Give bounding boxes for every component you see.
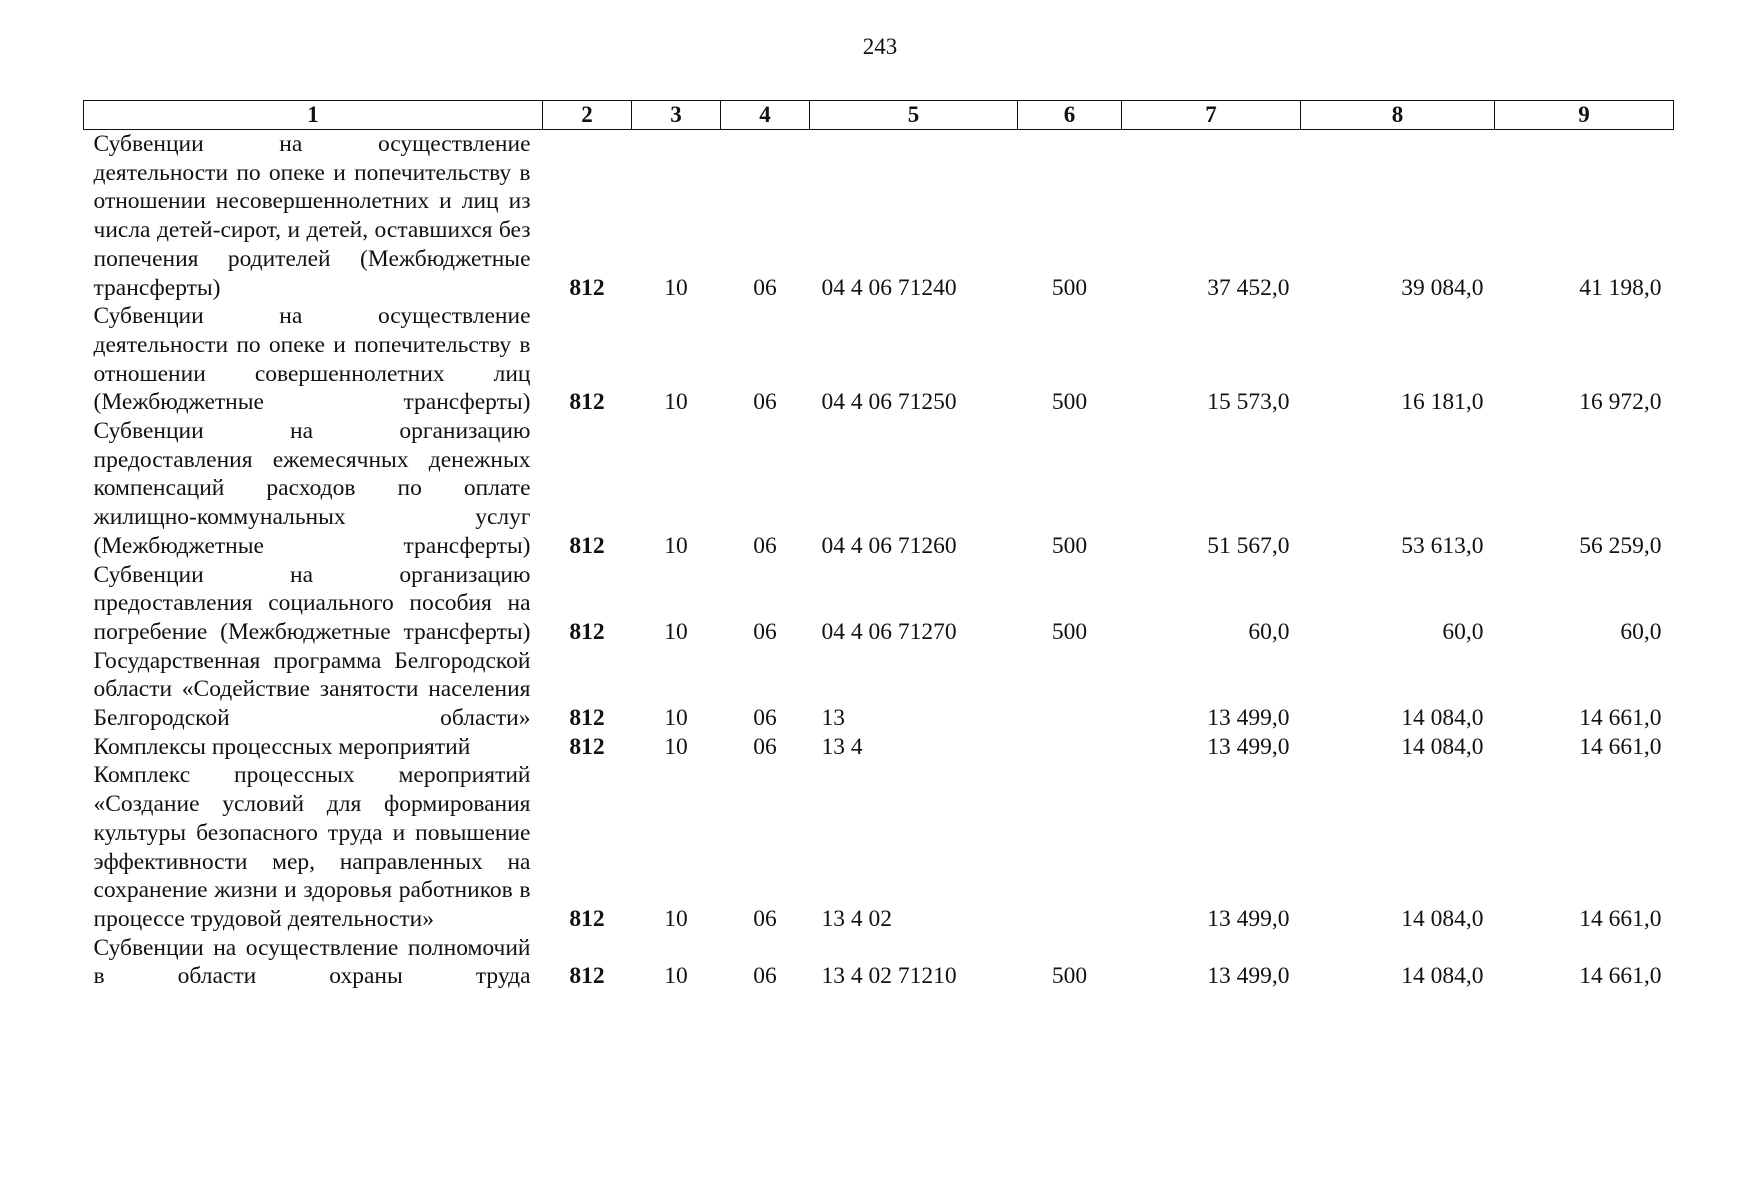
amount-col-9: 14 661,0	[1579, 963, 1662, 990]
amount-col-9: 16 972,0	[1579, 389, 1662, 416]
amount-col-7: 13 499,0	[1207, 705, 1290, 732]
amount-col-7: 15 573,0	[1207, 389, 1290, 416]
amount-col-8: 14 084,0	[1401, 963, 1484, 990]
target-article-code: 13	[821, 705, 845, 732]
row-description: Субвенции на организацию предоставления социального пособия на погребение (Межбюджетные трансферты)	[93, 561, 531, 645]
column-header-7: 7	[1122, 101, 1301, 130]
target-article-code: 04 4 06 71250	[821, 389, 957, 416]
column-header-5: 5	[810, 101, 1018, 130]
row-description: Субвенции на осуществление деятельности по опеке и попечительству в отношении совершеннолетних лиц (Межбюджетные трансферты)	[93, 303, 531, 416]
row-description: Комплексы процессных мероприятий	[93, 733, 471, 760]
subsection-code: 06	[753, 905, 777, 932]
subsection-code: 06	[753, 963, 777, 990]
section-code: 10	[664, 705, 688, 732]
section-code: 10	[664, 389, 688, 416]
target-article-code: 13 4 02 71210	[821, 963, 957, 990]
amount-col-8: 14 084,0	[1401, 733, 1484, 760]
target-article-code: 04 4 06 71270	[821, 618, 957, 645]
amount-col-9: 41 198,0	[1579, 274, 1662, 301]
table-row	[84, 934, 1674, 991]
table-row	[84, 647, 1674, 733]
column-header-2: 2	[543, 101, 632, 130]
section-code: 10	[664, 274, 688, 301]
row-description: Субвенции на осуществление деятельности по опеке и попечительству в отношении несовершеннолетних и лиц из числа детей-сирот, и детей, оставшихся без попечения родителей (Межбюджетные трансферты)	[93, 131, 531, 301]
subsection-code: 06	[753, 705, 777, 732]
page-number: 243	[862, 34, 898, 59]
column-header-4: 4	[721, 101, 810, 130]
column-header-6: 6	[1018, 101, 1122, 130]
table-row	[84, 561, 1674, 647]
target-article-code: 13 4 02	[821, 905, 892, 932]
amount-col-8: 39 084,0	[1401, 274, 1484, 301]
section-code: 10	[664, 618, 688, 645]
amount-col-9: 14 661,0	[1579, 705, 1662, 732]
amount-col-9: 56 259,0	[1579, 532, 1662, 559]
amount-col-7: 60,0	[1248, 618, 1290, 645]
column-number-header-row	[84, 101, 1674, 130]
ministry-code: 812	[569, 733, 605, 760]
expense-type-code	[1018, 647, 1122, 733]
table-row	[84, 761, 1674, 933]
target-article-code: 13 4	[821, 733, 863, 760]
amount-col-7: 37 452,0	[1207, 274, 1290, 301]
row-description: Государственная программа Белгородской области «Содействие занятости населения Белгородской области»	[93, 647, 531, 732]
subsection-code: 06	[753, 618, 777, 645]
amount-col-7: 13 499,0	[1207, 905, 1290, 932]
section-code: 10	[664, 733, 688, 760]
ministry-code: 812	[569, 618, 605, 645]
amount-col-7: 51 567,0	[1207, 532, 1290, 559]
amount-col-7: 13 499,0	[1207, 733, 1290, 760]
column-header-3: 3	[632, 101, 721, 130]
expense-type-code: 500	[1051, 963, 1088, 990]
section-code: 10	[664, 905, 688, 932]
subsection-code: 06	[753, 532, 777, 559]
column-header-1: 1	[84, 101, 543, 130]
expense-type-code: 500	[1051, 532, 1088, 559]
expense-type-code: 500	[1051, 274, 1088, 301]
ministry-code: 812	[569, 389, 605, 416]
amount-col-8: 14 084,0	[1401, 705, 1484, 732]
ministry-code: 812	[569, 532, 605, 559]
expense-type-code: 500	[1051, 618, 1088, 645]
budget-table	[83, 100, 1674, 991]
target-article-code: 04 4 06 71240	[821, 274, 957, 301]
expense-type-code	[1018, 761, 1122, 933]
column-header-9: 9	[1495, 101, 1674, 130]
amount-col-8: 53 613,0	[1401, 532, 1484, 559]
amount-col-8: 16 181,0	[1401, 389, 1484, 416]
ministry-code: 812	[569, 905, 605, 932]
section-code: 10	[664, 532, 688, 559]
table-row	[84, 302, 1674, 417]
expense-type-code: 500	[1051, 389, 1088, 416]
target-article-code: 04 4 06 71260	[821, 532, 957, 559]
ministry-code: 812	[569, 274, 605, 301]
amount-col-8: 60,0	[1442, 618, 1484, 645]
section-code: 10	[664, 963, 688, 990]
expense-type-code	[1018, 733, 1122, 762]
amount-col-9: 60,0	[1620, 618, 1662, 645]
amount-col-9: 14 661,0	[1579, 905, 1662, 932]
amount-col-9: 14 661,0	[1579, 733, 1662, 760]
amount-col-8: 14 084,0	[1401, 905, 1484, 932]
ministry-code: 812	[569, 963, 605, 990]
table-row	[84, 417, 1674, 561]
column-header-8: 8	[1301, 101, 1495, 130]
table-row	[84, 130, 1674, 303]
subsection-code: 06	[753, 274, 777, 301]
table-row	[84, 733, 1674, 762]
subsection-code: 06	[753, 733, 777, 760]
row-description: Субвенции на организацию предоставления ежемесячных денежных компенсаций расходов по оплате жилищно-коммунальных услуг (Межбюджетные трансферты)	[93, 418, 531, 559]
subsection-code: 06	[753, 389, 777, 416]
ministry-code: 812	[569, 705, 605, 732]
row-description: Субвенции на осуществление полномочий в области охраны труда	[93, 934, 531, 990]
row-description: Комплекс процессных мероприятий «Создание условий для формирования культуры безопасного труда и повышение эффективности мер, направленных на сохранение жизни и здоровья работников в процессе трудовой деятельности»	[93, 762, 531, 932]
amount-col-7: 13 499,0	[1207, 963, 1290, 990]
